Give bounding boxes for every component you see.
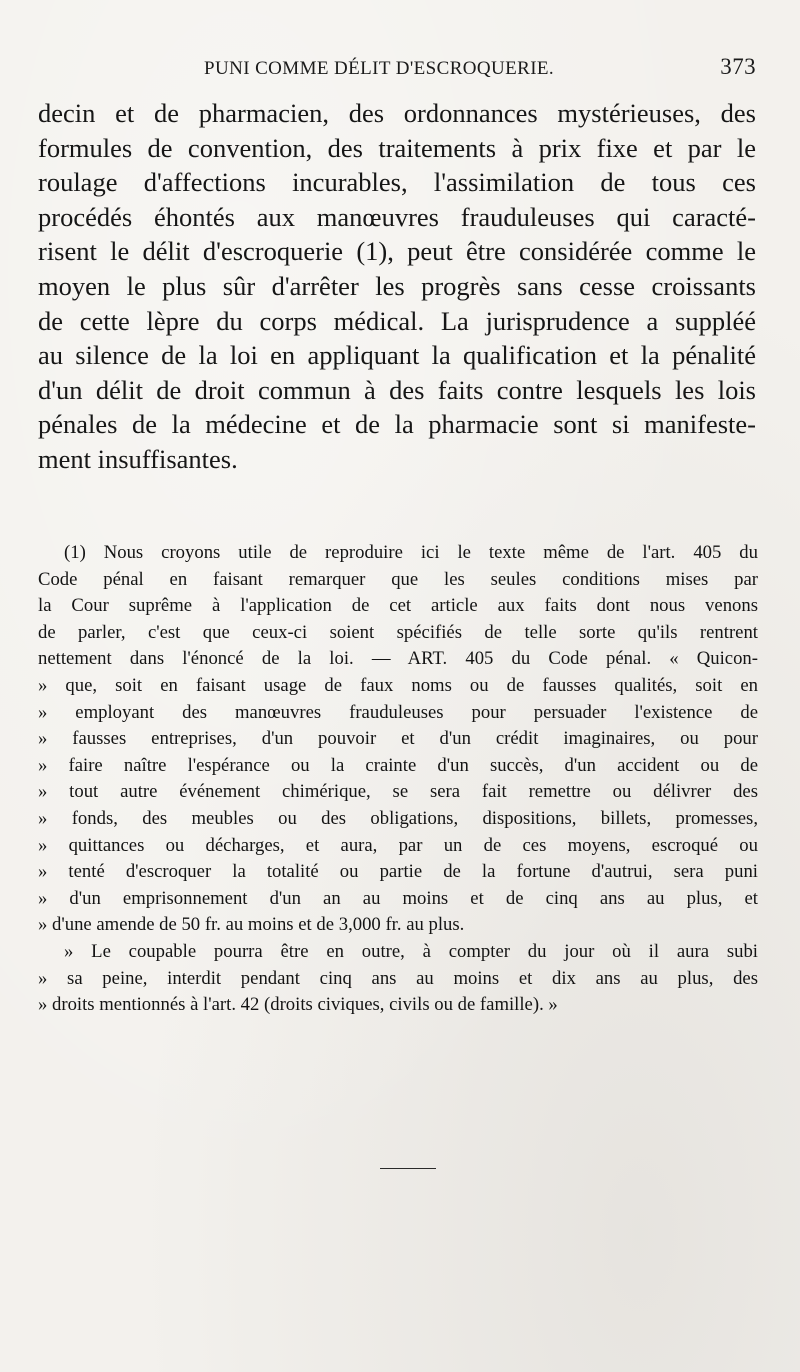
body-line: formules de convention, des traitements à prix fixe et par le: [38, 132, 756, 163]
page-number: 373: [720, 54, 756, 79]
footnote-line: » tenté d'escroquer la totalité ou partie de la fortune d'autrui, sera puni: [38, 861, 758, 883]
footnote-line: (1) Nous croyons utile de reproduire ici le texte même de l'art. 405 du: [64, 542, 758, 563]
body-line: procédés éhontés aux manœuvres frauduleuses qui caracté-: [38, 201, 756, 232]
body-line: risent le délit d'escroquerie (1), peut être considérée comme le: [38, 236, 756, 267]
footnote-line: » quittances ou décharges, et aura, par un de ces moyens, escroqué ou: [38, 834, 758, 856]
body-line: au silence de la loi en appliquant la qualification et la pénalité: [38, 340, 756, 371]
body-line: roulage d'affections incurables, l'assimilation de tous ces: [38, 167, 756, 198]
footnote-line: » fausses entreprises, d'un pouvoir et d'un crédit imaginaires, ou pour: [38, 728, 758, 750]
footnote-line: » droits mentionnés à l'art. 42 (droits civiques, civils ou de famille). »: [38, 994, 558, 1016]
footnote-line: » sa peine, interdit pendant cinq ans au moins et dix ans au plus, des: [38, 967, 758, 989]
body-paragraph: [38, 96, 756, 477]
body-line: d'un délit de droit commun à des faits contre lesquels les lois: [38, 374, 756, 405]
body-line: de cette lèpre du corps médical. La jurisprudence a suppléé: [38, 305, 756, 336]
separator-rule: [380, 1168, 436, 1169]
footnote-line: » fonds, des meubles ou des obligations, dispositions, billets, promesses,: [38, 807, 758, 829]
footnote-line: » employant des manœuvres frauduleuses pour persuader l'existence de: [38, 701, 758, 723]
footnote-line: » Le coupable pourra être en outre, à compter du jour où il aura subi: [64, 940, 758, 962]
footnote-line: » faire naître l'espérance ou la crainte d'un succès, d'un accident ou de: [38, 754, 758, 776]
footnote-line: » tout autre événement chimérique, se sera fait remettre ou délivrer des: [38, 781, 758, 803]
footnote: [38, 540, 758, 1019]
footnote-line: Code pénal en faisant remarquer que les seules conditions mises par: [38, 568, 758, 590]
body-line: pénales de la médecine et de la pharmacie sont si manifeste-: [38, 409, 756, 440]
footnote-line: » d'une amende de 50 fr. au moins et de 3,000 fr. au plus.: [38, 914, 465, 936]
running-header: [38, 54, 756, 86]
footnote-line: nettement dans l'énoncé de la loi. — ART. 405 du Code pénal. « Quicon-: [38, 648, 758, 670]
running-title: PUNI COMME DÉLIT D'ESCROQUERIE.: [204, 58, 555, 79]
body-line: moyen le plus sûr d'arrêter les progrès sans cesse croissants: [38, 270, 756, 301]
footnote-line: la Cour suprême à l'application de cet article aux faits dont nous venons: [38, 595, 758, 617]
footnote-line: » d'un emprisonnement d'un an au moins et de cinq ans au plus, et: [38, 887, 758, 909]
footnote-line: de parler, c'est que ceux-ci soient spécifiés de telle sorte qu'ils rentrent: [38, 621, 758, 643]
footnote-line: » que, soit en faisant usage de faux noms ou de fausses qualités, soit en: [38, 674, 758, 696]
body-line: ment insuffisantes.: [38, 443, 238, 474]
body-line: decin et de pharmacien, des ordonnances mystérieuses, des: [38, 98, 756, 128]
